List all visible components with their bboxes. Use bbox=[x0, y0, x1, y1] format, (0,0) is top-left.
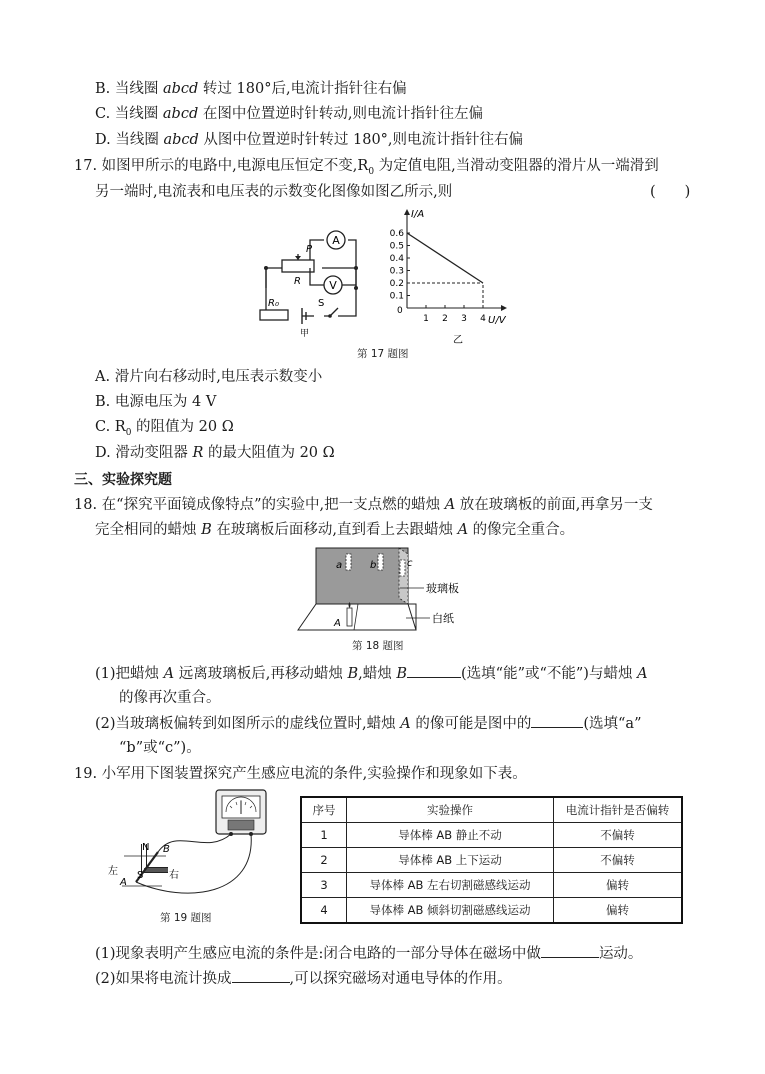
svg-text:左: 左 bbox=[108, 866, 118, 877]
q17-answer-paren: ( ) bbox=[650, 184, 691, 200]
q19-stem: 19. 小军用下图装置探究产生感应电流的条件,实验操作和现象如下表。 bbox=[74, 766, 527, 782]
x-axis-label: U/V bbox=[488, 315, 506, 326]
svg-text:P: P bbox=[306, 244, 313, 255]
q18-mirror-figure bbox=[296, 544, 476, 634]
q17-option-c: C. $R_0$ 的阻值为 20 Ω bbox=[95, 419, 234, 438]
q18-caption: 第 18 题图 bbox=[352, 640, 404, 652]
y-tick-label: 0.6 bbox=[389, 229, 404, 239]
candle-a bbox=[347, 608, 352, 626]
table-row bbox=[301, 823, 682, 848]
svg-text:S: S bbox=[318, 298, 325, 309]
table-cell: 偏转 bbox=[554, 898, 683, 924]
svg-text:A: A bbox=[334, 618, 341, 629]
table-cell: 导体棒 AB 静止不动 bbox=[347, 823, 554, 848]
table-cell: 不偏转 bbox=[554, 823, 683, 848]
q19-table bbox=[300, 796, 683, 924]
y-axis-label: I/A bbox=[411, 209, 425, 220]
q18-stem-line1: 18. 在“探究平面镜成像特点”的实验中,把一支点燃的蜡烛 A 放在玻璃板的前面,再拿另一支 bbox=[74, 497, 653, 513]
svg-text:V: V bbox=[329, 279, 337, 292]
svg-text:R: R bbox=[294, 276, 301, 287]
table-row bbox=[301, 898, 682, 924]
answer-blank[interactable] bbox=[541, 943, 599, 958]
svg-text:R₀: R₀ bbox=[268, 298, 279, 309]
q19-sub2: (2)如果将电流计换成 ,可以探究磁场对通电导体的作用。 bbox=[95, 968, 512, 989]
y-tick-label: 0.5 bbox=[389, 241, 404, 252]
table-cell: 1 bbox=[301, 823, 347, 848]
q18-sub1-line1: (1)把蜡烛 A 远离玻璃板后,再移动蜡烛 B,蜡烛 B (选填“能”或“不能”)与蜡烛 A bbox=[95, 663, 648, 684]
q17-circuit-diagram bbox=[238, 222, 374, 340]
svg-text:A: A bbox=[120, 877, 127, 888]
svg-text:甲: 甲 bbox=[300, 329, 310, 339]
q19-caption: 第 19 题图 bbox=[160, 912, 212, 924]
svg-text:右: 右 bbox=[169, 870, 179, 881]
table-row bbox=[301, 873, 682, 898]
q19-sub1: (1)现象表明产生感应电流的条件是:闭合电路的一部分导体在磁场中做 运动。 bbox=[95, 943, 642, 964]
svg-text:A: A bbox=[332, 234, 340, 247]
q17-iu-chart bbox=[380, 205, 530, 345]
q18-sub2-line2: “b”或“c”)。 bbox=[119, 740, 201, 756]
svg-text:B: B bbox=[163, 844, 170, 855]
circuit-wire-right bbox=[342, 268, 356, 316]
y-tick-label: 0.4 bbox=[389, 254, 404, 264]
y-tick-label: 0.3 bbox=[389, 266, 404, 277]
svg-text:b: b bbox=[370, 560, 377, 571]
svg-text:玻璃板: 玻璃板 bbox=[426, 582, 459, 595]
q17-caption: 第 17 题图 bbox=[357, 348, 409, 360]
q17-option-a: A. 滑片向右移动时,电压表示数变小 bbox=[95, 369, 323, 385]
svg-text:c: c bbox=[407, 558, 413, 569]
q16-option-d: D. 当线圈 abcd 从图中位置逆时针转过 180°,则电流计指针往右偏 bbox=[95, 132, 524, 148]
header-operation: 实验操作 bbox=[347, 797, 554, 823]
table-cell: 2 bbox=[301, 848, 347, 873]
svg-text:N: N bbox=[142, 842, 150, 853]
table-cell: 导体棒 AB 倾斜切割磁感线运动 bbox=[347, 898, 554, 924]
series-line bbox=[407, 233, 483, 283]
origin-label: 0 bbox=[397, 306, 403, 316]
table-cell: 导体棒 AB 上下运动 bbox=[347, 848, 554, 873]
y-tick-label: 0.2 bbox=[389, 279, 404, 289]
panel-label: 乙 bbox=[453, 335, 463, 345]
q18-sub1-line2: 的像再次重合。 bbox=[119, 690, 221, 706]
q17-stem-line1: 17. 如图甲所示的电路中,电源电压恒定不变$,R_0$ 为定值电阻,当滑动变阻器的滑片从一端滑到 bbox=[74, 158, 659, 177]
q18-sub2-line1: (2)当玻璃板偏转到如图所示的虚线位置时,蜡烛 A 的像可能是图中的 (选填“a” bbox=[95, 713, 642, 734]
table-header-row bbox=[301, 797, 682, 823]
table-cell: 导体棒 AB 左右切割磁感线运动 bbox=[347, 873, 554, 898]
x-tick-label: 1 bbox=[423, 314, 429, 324]
answer-blank[interactable] bbox=[407, 663, 461, 678]
candle-image-a bbox=[346, 554, 351, 570]
q16-option-b: B. 当线圈 abcd 转过 180°后,电流计指针往右偏 bbox=[95, 81, 407, 97]
table-cell: 偏转 bbox=[554, 873, 683, 898]
answer-blank[interactable] bbox=[232, 968, 290, 983]
q18-stem-line2: 完全相同的蜡烛 B 在玻璃板后面移动,直到看上去跟蜡烛 A 的像完全重合。 bbox=[95, 522, 575, 538]
candle-image-b bbox=[378, 554, 383, 570]
x-tick-label: 3 bbox=[461, 314, 467, 324]
q17-option-b: B. 电源电压为 4 V bbox=[95, 394, 217, 410]
x-tick-label: 2 bbox=[442, 314, 448, 324]
candle-image-c bbox=[400, 560, 405, 576]
q16-option-c: C. 当线圈 abcd 在图中位置逆时针转动,则电流计指针往左偏 bbox=[95, 106, 483, 122]
table-cell: 不偏转 bbox=[554, 848, 683, 873]
svg-text:S: S bbox=[137, 870, 144, 881]
q17-stem-line2: 另一端时,电流表和电压表的示数变化图像如图乙所示,则 bbox=[95, 184, 453, 200]
x-tick-label: 4 bbox=[480, 314, 486, 324]
answer-blank[interactable] bbox=[531, 713, 583, 728]
q17-option-d: D. 滑动变阻器 R 的最大阻值为 20 Ω bbox=[95, 445, 335, 461]
table-cell: 4 bbox=[301, 898, 347, 924]
y-tick-label: 0.1 bbox=[389, 291, 404, 302]
resistor-r0 bbox=[260, 310, 288, 320]
glass-plate bbox=[316, 548, 408, 604]
header-deflection: 电流计指针是否偏转 bbox=[554, 797, 683, 823]
svg-text:白纸: 白纸 bbox=[432, 612, 454, 625]
q19-induction-figure bbox=[106, 786, 282, 908]
section-heading: 三、实验探究题 bbox=[74, 472, 172, 488]
svg-text:a: a bbox=[336, 560, 343, 571]
header-index: 序号 bbox=[301, 797, 347, 823]
table-row bbox=[301, 848, 682, 873]
rheostat-r bbox=[282, 260, 314, 272]
table-cell: 3 bbox=[301, 873, 347, 898]
